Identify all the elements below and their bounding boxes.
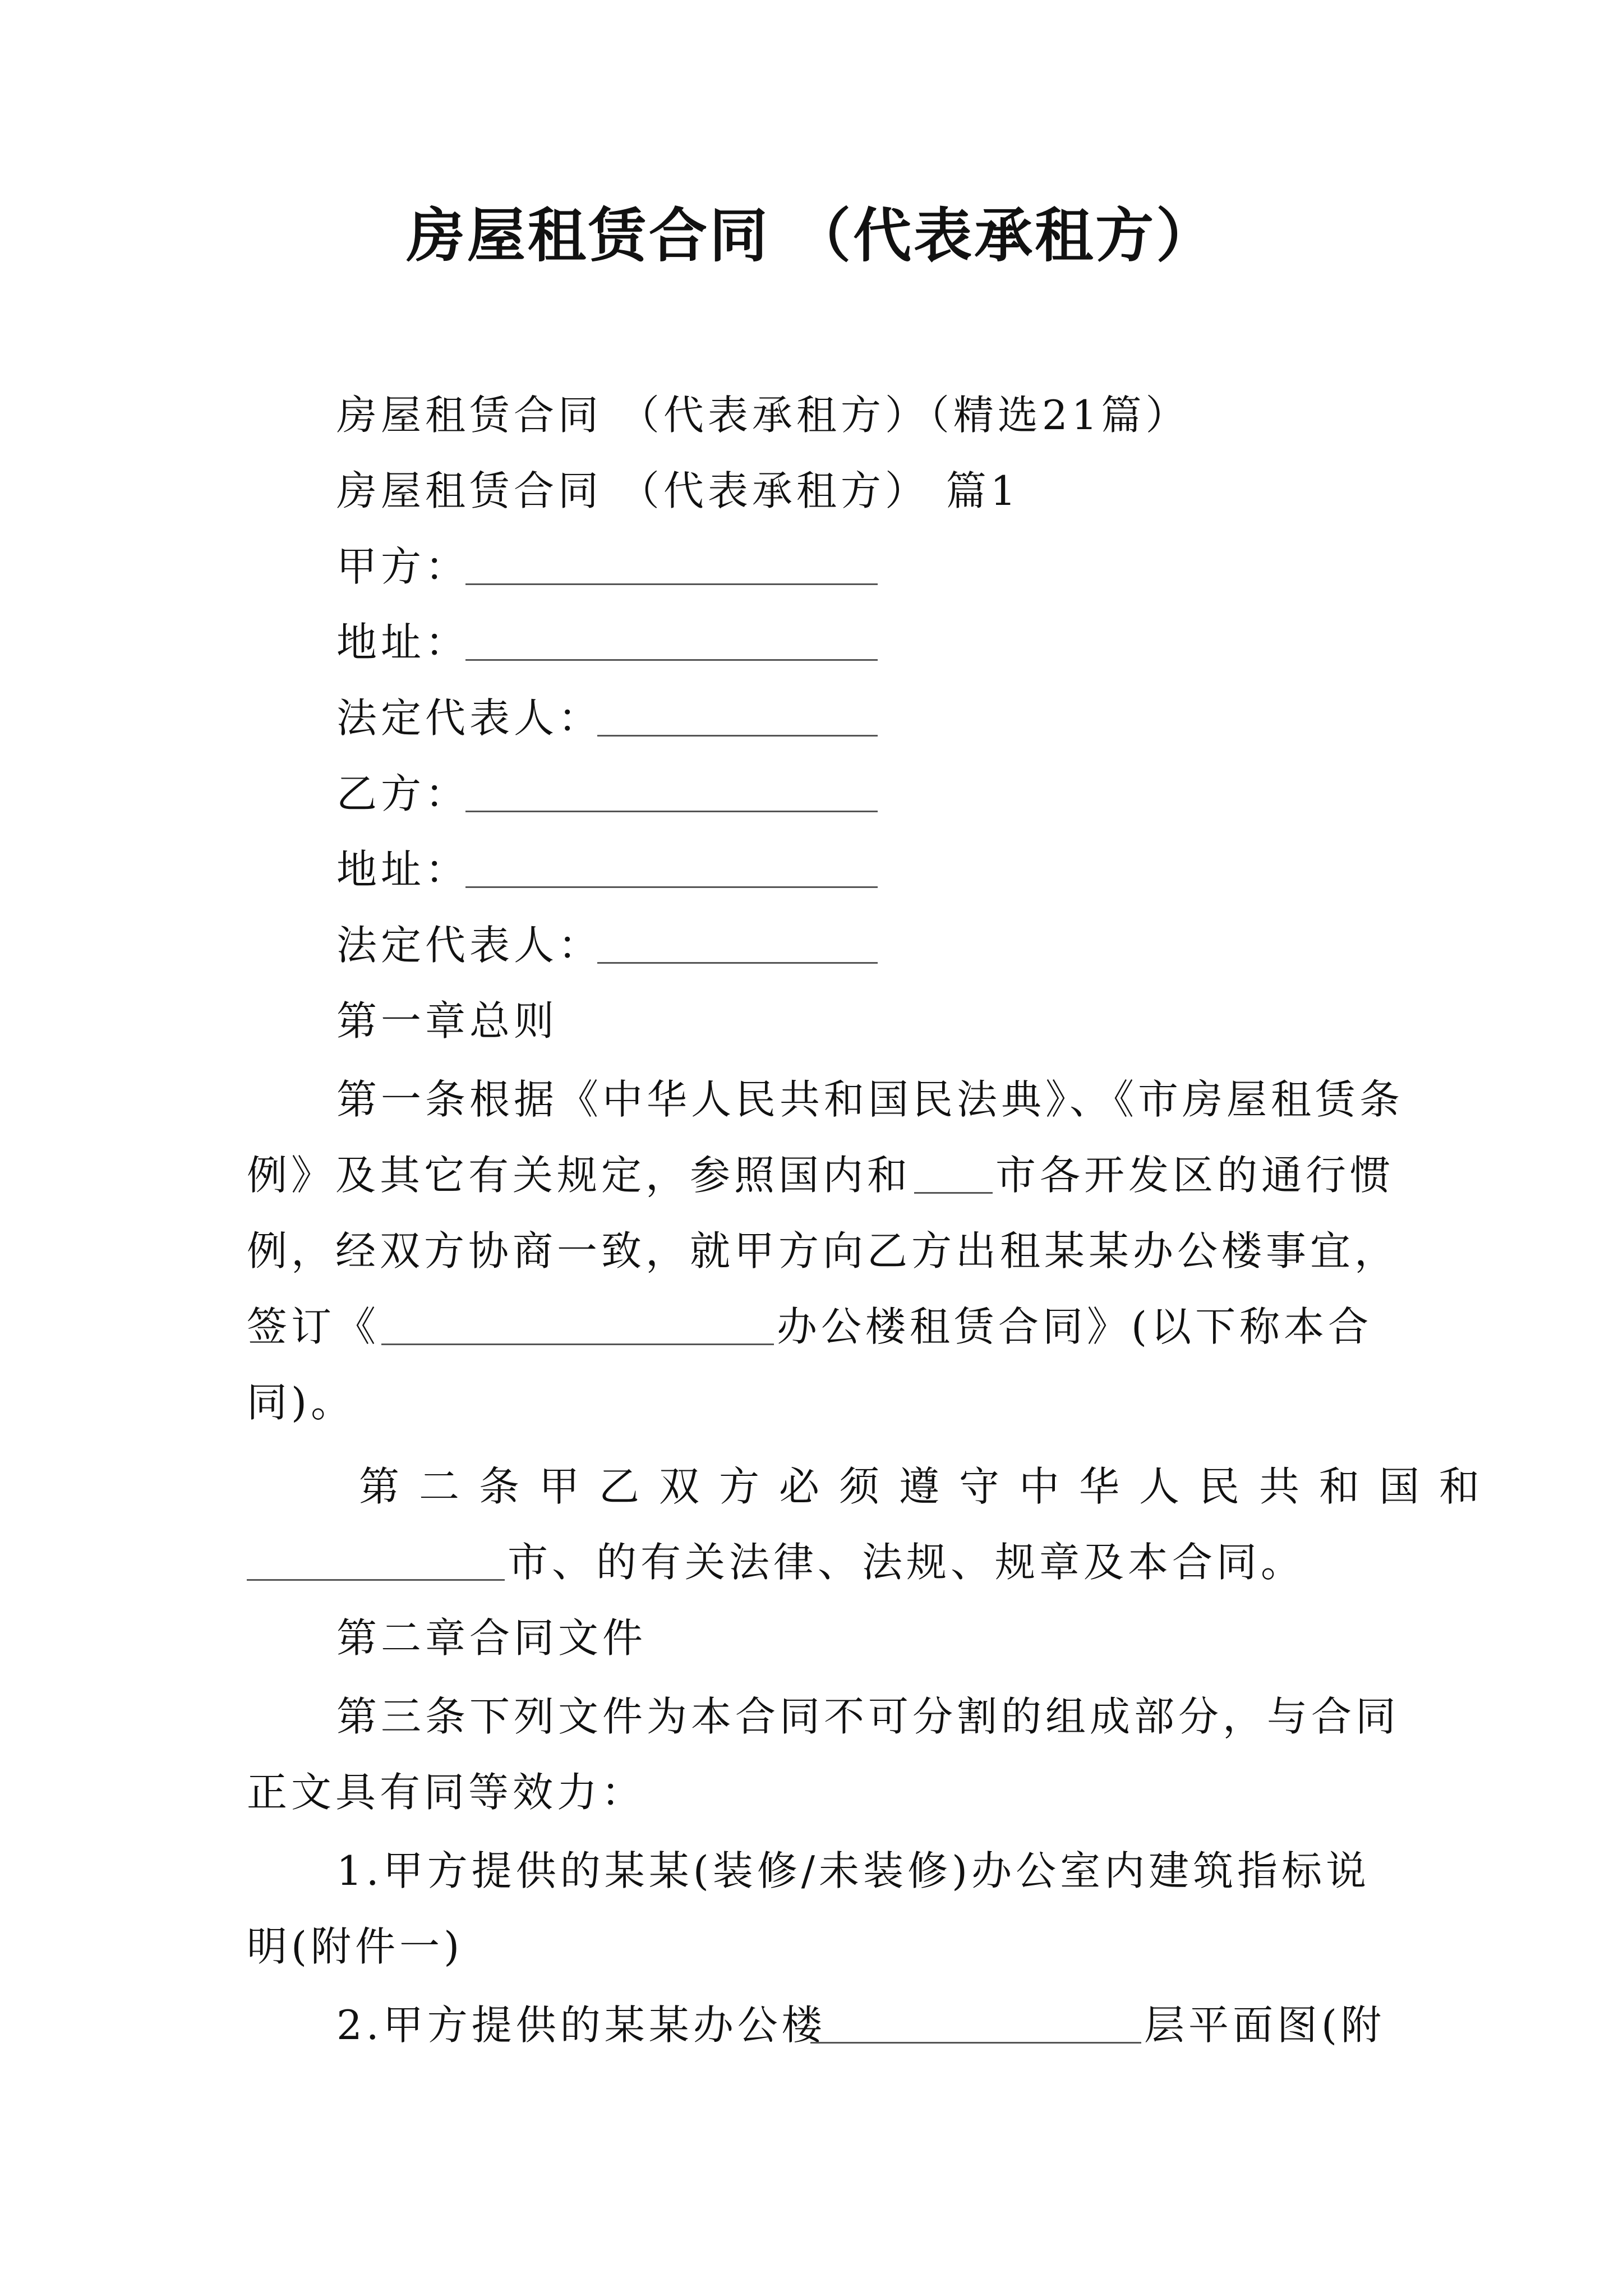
- party-b-rep-blank: [597, 962, 878, 964]
- item-1-line-2: 明(附件一): [247, 1923, 464, 1970]
- article-1-line-5: 同)。: [247, 1379, 356, 1426]
- chapter-1-heading: 第一章总则: [336, 997, 559, 1045]
- party-a-label: 甲方：: [336, 543, 470, 590]
- item-1-line-1: 1.甲方提供的某某(装修/未装修)办公室内建筑指标说: [336, 1847, 1371, 1894]
- party-b-label: 乙方：: [336, 770, 470, 817]
- article-2-line-1: 第二条甲乙双方必须遵守中华人民共和国和: [359, 1463, 1500, 1510]
- article-2-city-blank: [247, 1579, 505, 1581]
- party-b-address-label: 地址：: [336, 846, 470, 893]
- party-a-rep-blank: [597, 735, 878, 737]
- article-1-line-4b: 办公楼租赁合同》(以下称本合: [777, 1303, 1373, 1350]
- chapter-2-heading: 第二章合同文件: [336, 1614, 647, 1662]
- section-heading: 房屋租赁合同 （代表承租方） 篇1: [336, 467, 1020, 514]
- article-1-line-2a: 例》及其它有关规定，参照国内和: [247, 1152, 912, 1199]
- article-1-name-blank: [381, 1343, 774, 1345]
- party-a-address-blank: [465, 659, 878, 661]
- party-b-address-blank: [465, 886, 878, 888]
- article-1-line-2b: 市各开发区的通行惯: [995, 1152, 1395, 1199]
- party-a-address-label: 地址：: [336, 619, 470, 666]
- party-b-blank: [465, 811, 878, 812]
- item-2-floor-blank: [810, 2042, 1141, 2044]
- article-2-line-2: 市、的有关法律、法规、规章及本合同。: [508, 1539, 1306, 1586]
- article-1-line-1: 第一条根据《中华人民共和国民法典》、《市房屋租赁条: [336, 1076, 1404, 1123]
- article-1-line-3: 例，经双方协商一致，就甲方向乙方出租某某办公楼事宜，: [247, 1227, 1399, 1274]
- article-3-line-2: 正文具有同等效力：: [247, 1769, 646, 1816]
- party-a-rep-label: 法定代表人：: [336, 694, 603, 742]
- article-1-city-blank: [914, 1192, 993, 1194]
- item-2-line-1b: 层平面图(附: [1144, 2001, 1386, 2049]
- document-subtitle: 房屋租赁合同 （代表承租方）（精选21篇）: [336, 392, 1190, 439]
- document-title: 房屋租赁合同 （代表承租方）: [406, 201, 1217, 270]
- article-1-line-4a: 签订《: [247, 1303, 380, 1350]
- article-3-line-1: 第三条下列文件为本合同不可分割的组成部分，与合同: [336, 1693, 1400, 1740]
- party-b-rep-label: 法定代表人：: [336, 922, 603, 969]
- party-a-blank: [465, 583, 878, 585]
- item-2-line-1a: 2.甲方提供的某某办公楼: [336, 2001, 826, 2049]
